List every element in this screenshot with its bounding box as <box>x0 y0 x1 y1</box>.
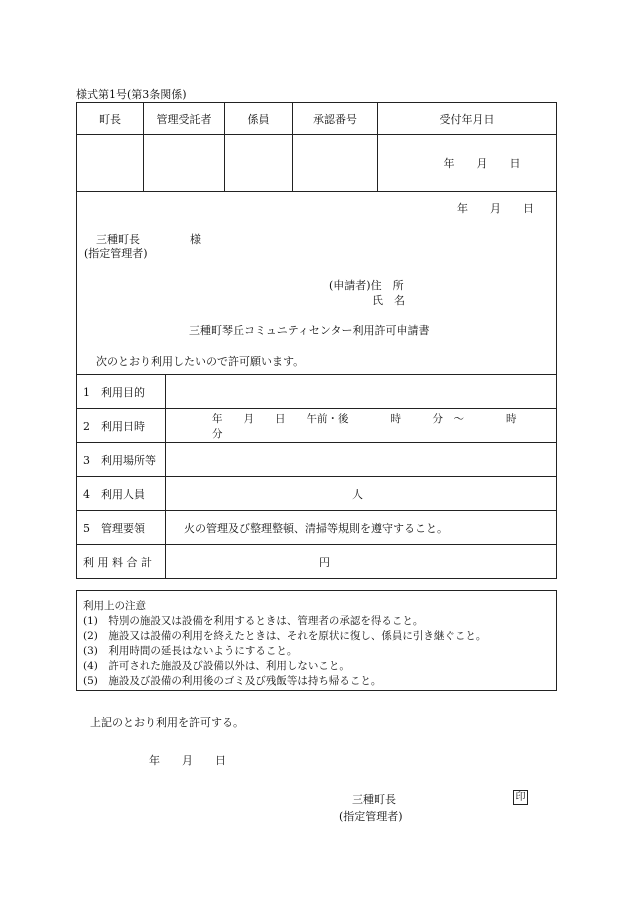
intro-text: 次のとおり利用したいので許可願います。 <box>96 355 305 368</box>
header-col-approval-no: 承認番号 <box>293 103 378 135</box>
applicant-address-label: (申請者)住 所 <box>329 279 404 292</box>
form-id: 様式第1号(第3条関係) <box>76 88 187 101</box>
header-cell-mayor[interactable] <box>77 135 144 192</box>
addressee-honorific: 様 <box>190 233 201 246</box>
field-label-purpose: 1 利用目的 <box>77 375 166 409</box>
field-value-rules: 火の管理及び整理整頓、清掃等規則を遵守すること。 <box>166 511 557 545</box>
usage-note-item: (3) 利用時間の延長はないようにすること。 <box>83 645 298 657</box>
application-box <box>76 191 557 375</box>
application-date[interactable]: 年 月 日 <box>457 202 534 215</box>
table-row <box>77 409 557 443</box>
field-value-attendees[interactable]: 人 <box>166 477 557 511</box>
field-label-attendees: 4 利用人員 <box>77 477 166 511</box>
usage-notes-heading: 利用上の注意 <box>83 600 146 612</box>
header-col-staff: 係員 <box>225 103 293 135</box>
table-row <box>77 477 557 511</box>
field-label-datetime: 2 利用日時 <box>77 409 166 443</box>
application-fields-table <box>76 374 557 579</box>
usage-note-item: (5) 施設及び設備の利用後のゴミ及び残飯等は持ち帰ること。 <box>83 675 382 687</box>
approval-text: 上記のとおり利用を許可する。 <box>90 716 244 729</box>
field-value-location[interactable] <box>166 443 557 477</box>
usage-note-item: (1) 特別の施設又は設備を利用するときは、管理者の承認を得ること。 <box>83 615 424 627</box>
field-label-rules: 5 管理要領 <box>77 511 166 545</box>
header-cell-approval-no[interactable] <box>293 135 378 192</box>
field-label-location: 3 利用場所等 <box>77 443 166 477</box>
field-label-fee-total: 利 用 料 合 計 <box>77 545 166 579</box>
approval-signer-alt: (指定管理者) <box>339 810 403 823</box>
usage-notes <box>76 590 557 691</box>
usage-note-item: (4) 許可された施設及び設備以外は、利用しないこと。 <box>83 660 350 672</box>
table-row <box>77 375 557 409</box>
table-row <box>77 443 557 477</box>
addressee-alt: (指定管理者) <box>84 247 148 260</box>
approval-signer: 三種町長 <box>352 793 396 806</box>
header-cell-staff[interactable] <box>225 135 293 192</box>
table-row <box>77 545 557 579</box>
approval-header-table <box>76 102 557 192</box>
seal-icon: 印 <box>513 790 528 805</box>
table-row <box>77 511 557 545</box>
field-value-datetime[interactable]: 年 月 日 午前・後 時 分 ～ 時 分 <box>166 409 557 443</box>
field-value-purpose[interactable] <box>166 375 557 409</box>
header-col-contractor: 管理受託者 <box>144 103 225 135</box>
header-cell-received-date[interactable]: 年 月 日 <box>378 135 557 192</box>
usage-note-item: (2) 施設又は設備の利用を終えたときは、それを原状に復し、係員に引き継ぐこと。 <box>83 630 487 642</box>
field-value-fee-total[interactable]: 円 <box>166 545 557 579</box>
form-title: 三種町琴丘コミュニティセンター利用許可申請書 <box>189 324 430 337</box>
header-col-received-date: 受付年月日 <box>378 103 557 135</box>
header-col-mayor: 町長 <box>77 103 144 135</box>
header-cell-contractor[interactable] <box>144 135 225 192</box>
applicant-name-label: 氏 名 <box>372 294 405 307</box>
approval-date[interactable]: 年 月 日 <box>149 754 226 767</box>
addressee: 三種町長 <box>96 233 140 246</box>
